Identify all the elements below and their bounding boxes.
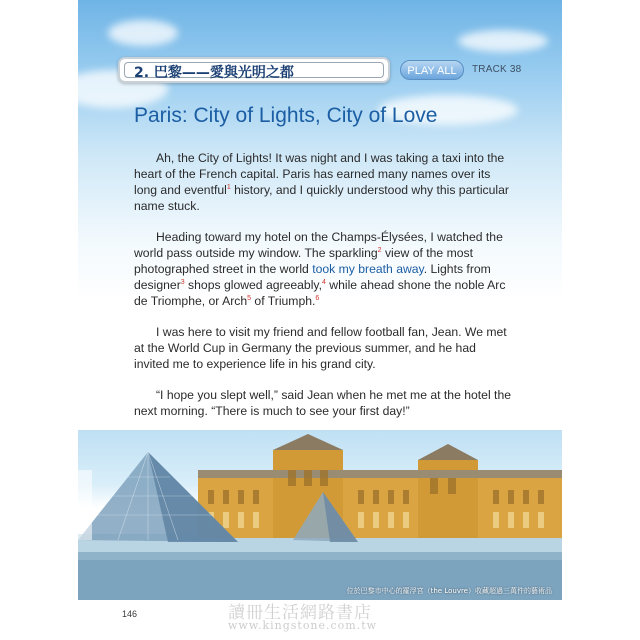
watermark-text: 讀冊生活網路書店	[228, 603, 372, 623]
footnote-marker-5: 5	[247, 294, 252, 302]
footnote-marker-2: 2	[377, 246, 382, 254]
paragraph-1: Ah, the City of Lights! It was night and I was taking a taxi into the heart of the French capital. Paris has earned many names over its long and eventful$^1$ history, and I quickly understood why this particular name stuck.	[134, 151, 509, 213]
paragraph-2: Heading toward my hotel on the Champs-Élysées, I watched the world pass outside my window. The sparkling$^2$ view of the most photographed street in the world took my breath away. Lights from designer$^3$ shops glowed agreeably,$^4$ while ahead shone the noble Arc de Triomphe, or Arch$^5$ of Triumph.$^6$	[134, 230, 506, 308]
play-all-button[interactable]: PLAY ALL	[400, 60, 464, 80]
footnote-marker-6: 6	[315, 294, 320, 302]
section-header	[118, 57, 390, 83]
article-body	[134, 150, 514, 434]
book-page	[78, 0, 562, 640]
section-title: 2. 巴黎——愛與光明之都	[134, 65, 294, 81]
article-title: Paris: City of Lights, City of Love	[134, 104, 438, 127]
track-label: TRACK 38	[472, 64, 522, 75]
watermark-url: www.kingstone.com.tw	[228, 619, 378, 632]
photo-caption: 位於巴黎市中心的羅浮宮（the Louvre）收藏超過三萬件的藝術品	[346, 587, 552, 595]
paragraph-4: “I hope you slept well,” said Jean when he met me at the hotel the next morning. “There is much to see your first day!”	[134, 388, 511, 418]
footnote-marker-1: 1	[226, 183, 231, 191]
highlighted-phrase: took my breath away	[312, 262, 424, 276]
louvre-illustration	[78, 430, 562, 600]
paragraph-3: I was here to visit my friend and fellow football fan, Jean. We met at the World Cup in Germany the previous summer, and he had invited me to experience life in his grand city.	[134, 325, 507, 371]
footnote-marker-4: 4	[321, 278, 326, 286]
footnote-marker-3: 3	[180, 278, 185, 286]
page-number: 146	[122, 609, 138, 619]
louvre-photo	[78, 430, 562, 600]
